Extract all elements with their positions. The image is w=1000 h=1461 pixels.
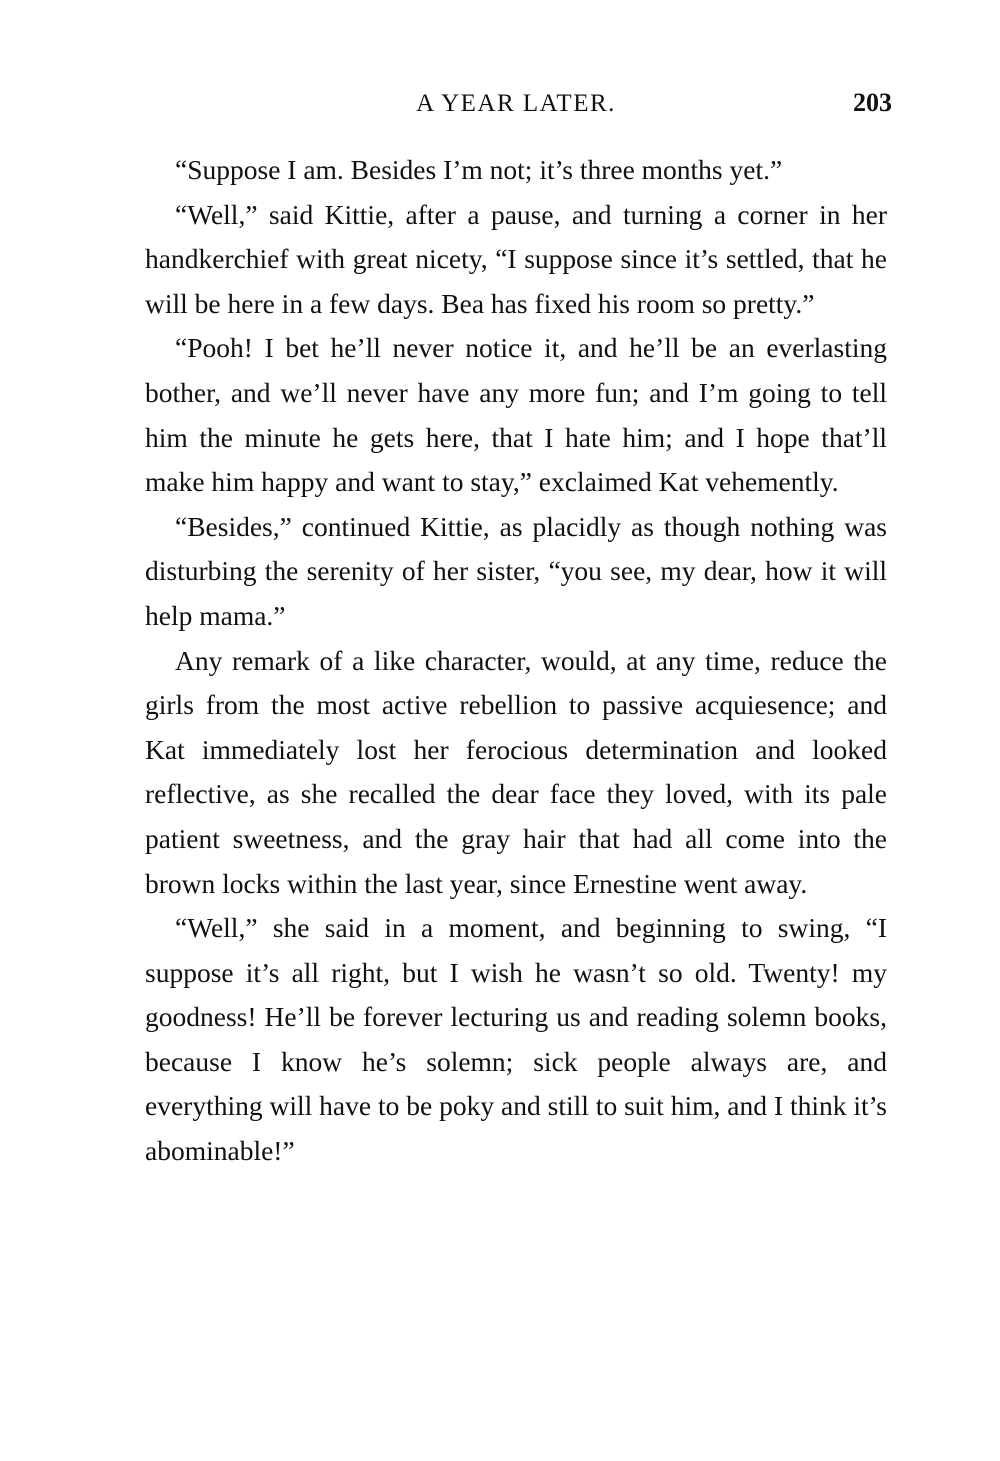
running-head: A YEAR LATER. <box>416 90 616 117</box>
paragraph: “Pooh! I bet he’ll never notice it, and he’ll be an everlasting bother, and we’ll never have any more fun; and I’m going to tell him the minute he gets here, that I hate him; and I hope that’ll make him happy and want to stay,” exclaimed Kat vehemently. <box>145 332 887 498</box>
paragraph: “Besides,” continued Kittie, as placidly as though nothing was disturbing the serenity of her sister, “you see, my dear, how it will help mama.” <box>145 510 887 631</box>
page-header <box>140 86 892 122</box>
paragraph: “Well,” she said in a moment, and beginning to swing, “I suppose it’s all right, but I wish he wasn’t so old. Twenty! my goodness! He’ll be forever lecturing us and reading solemn books, because I know he’s solemn; sick people always are, and everything will have to be poky and still to suit him, and I think it’s abominable!” <box>145 912 887 1167</box>
paragraph: Any remark of a like character, would, at any time, reduce the girls from the most active rebellion to passive acquiesence; and Kat immediately lost her ferocious determination and looked reflective, as she recalled the dear face they loved, with its pale patient sweetness, and the gray hair that had all come into the brown locks within the last year, since Ernestine went away. <box>145 644 887 899</box>
page-number: 203 <box>853 88 892 117</box>
paragraph: “Suppose I am. Besides I’m not; it’s three months yet.” <box>175 154 783 185</box>
paragraph: “Well,” said Kittie, after a pause, and turning a corner in her handkerchief with great nicety, “I suppose since it’s settled, that he will be here in a few days. Bea has fixed his room so pretty.” <box>145 198 887 319</box>
body-text <box>145 148 887 1174</box>
